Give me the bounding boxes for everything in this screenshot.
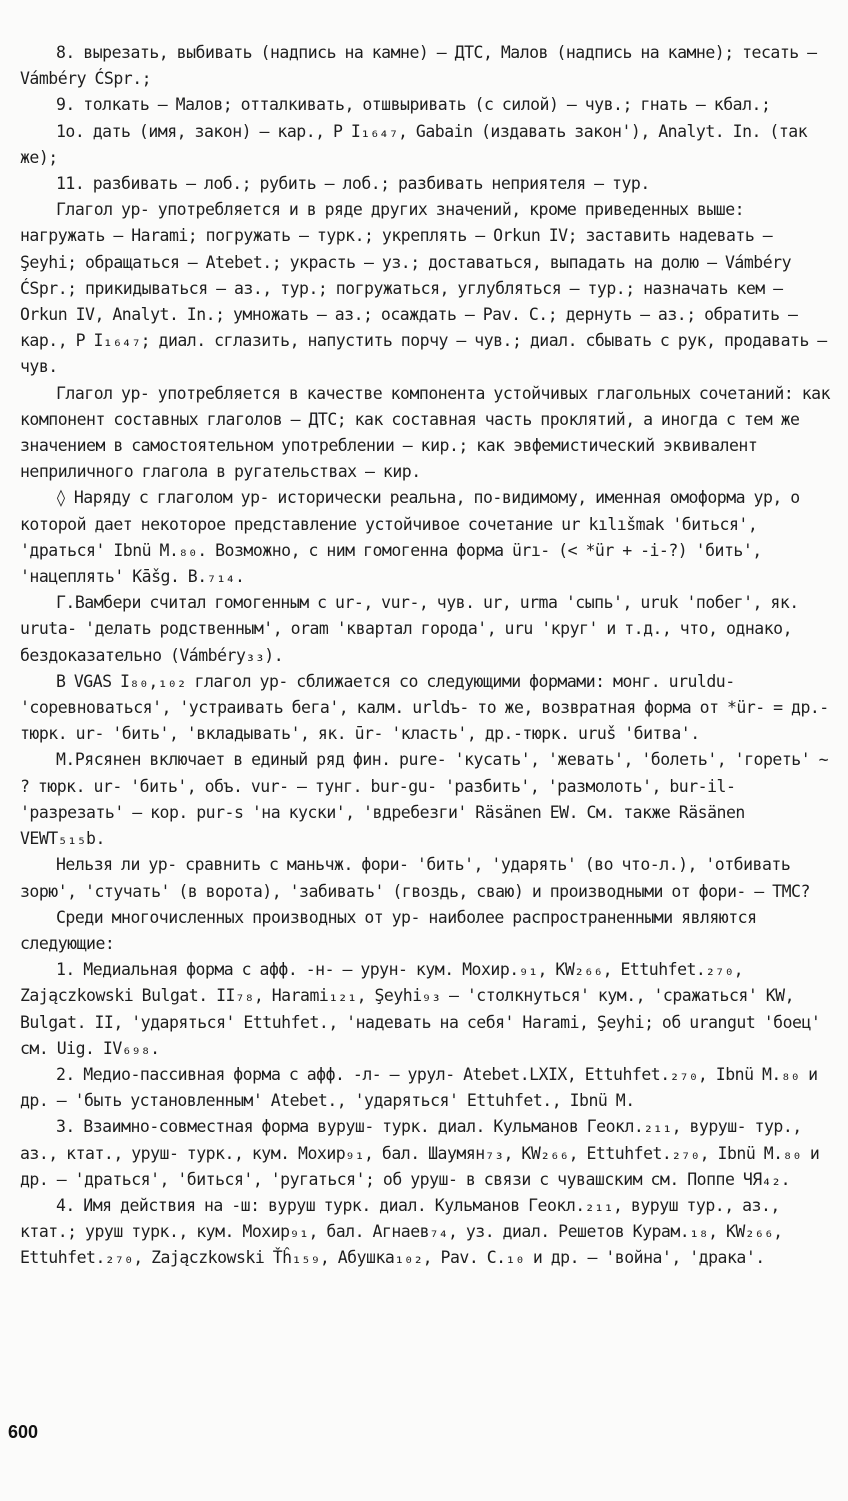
body-text — [20, 40, 832, 1272]
paragraph-sense-10: 1о. дать (имя, закон) – кар., Р I₁₆₄₇, Gabain (издавать закон'), Analyt. In. (так же); — [20, 121, 808, 167]
paragraph-vgas: В VGAS I₈₀,₁₀₂ глагол ур- сближается со следующими формами: монг. uruldu- 'соревноваться', 'устраивать бега', калм. urldъ- то же, возвратная форма от *ür- = др.-тюрк. ur- 'бить', 'вкладывать', як. ūr- 'класть', др.-тюрк. uruš 'битва'. — [20, 671, 829, 744]
paragraph-manchu: Нельзя ли ур- сравнить с маньчж. фори- 'бить', 'ударять' (во что-л.), 'отбивать зорю', 'стучать' (в ворота), 'забивать' (гвоздь, сваю) и производными от фори- – ТМС? — [20, 855, 810, 901]
paragraph-derivatives-intro: Среди многочисленных производных от ур- наиболее распространенными являются следующие: — [20, 907, 757, 953]
paragraph-vambery: Г.Вамбери считал гомогенным с ur-, vur-, чув. ur, urma 'сыпь', uruk 'побег', як. uruta- 'делать родственным', oram 'квартал города', uru 'круг' и т.д., что, однако, бездоказательно (Vámbéry₃₃). — [20, 593, 799, 665]
paragraph-homoform: ◊ Наряду с глаголом ур- исторически реальна, по-видимому, именная омоформа ур, о которой дает некоторое представление устойчивое сочетание ur kılıšmak 'биться', 'драться' Ibnü M.₈₀. Возможно, с ним гомогенна форма ürı- (< *ür + -i-?) 'бить', 'нацеплять' Kāšg. B.₇₁₄. — [20, 488, 800, 587]
paragraph-derivative-2: 2. Медио-пассивная форма с афф. -л- – урул- Atebet.LXIX, Ettuhfet.₂₇₀, Ibnü M.₈₀ и др. – 'быть установленным' Atebet., 'ударяться' Ettuhfet., Ibnü M. — [20, 1064, 818, 1111]
paragraph-sense-11: 11. разбивать – лоб.; рубить – лоб.; разбивать неприятеля – тур. — [56, 174, 650, 194]
paragraph-sense-9: 9. толкать – Малов; отталкивать, отшвыривать (с силой) – чув.; гнать – кбал.; — [56, 95, 771, 115]
paragraph-derivative-3: 3. Взаимно-совместная форма вуруш- турк. диал. Кульманов Геокл.₂₁₁, вуруш- тур., аз., ктат., уруш- турк., кум. Мохир₉₁, бал. Шаумян₇₃, KW₂₆₆, Ettuhfet.₂₇₀, Ibnü M.₈₀ и др. – 'драться', 'биться', 'ругаться'; об уруш- в связи с чувашским см. Поппе ЧЯ₄₂. — [20, 1117, 820, 1189]
paragraph-sense-8: 8. вырезать, выбивать (надпись на камне) – ДТС, Малов (надпись на камне); тесать – Vámbéry ĆSpr.; — [20, 43, 817, 89]
paragraph-derivative-4: 4. Имя действия на -ш: вуруш турк. диал. Кульманов Геокл.₂₁₁, вуруш тур., аз., ктат.; уруш турк., кум. Мохир₉₁, бал. Агнаев₇₄, уз. диал. Решетов Курам.₁₈, KW₂₆₆, Ettuhfet.₂₇₀, Zajączkowski Ťĥ₁₅₉, Абушка₁₀₂, Pav. C.₁₀ и др. – 'война', 'драка'. — [20, 1195, 783, 1268]
paragraph-compound-usage: Глагол ур- употребляется в качестве компонента устойчивых глагольных сочетаний: как компонент составных глаголов – ДТС; как составная часть проклятий, а иногда с тем же значением в самостоятельном употреблении – кир.; как эвфемистический эквивалент неприличного глагола в ругательствах – кир. — [20, 383, 831, 482]
paragraph-rasanen: М.Рясянен включает в единый ряд фин. pure- 'кусать', 'жевать', 'болеть', 'гореть' ~ ? тюрк. ur- 'бить', объ. vur- – тунг. bur-gu- 'разбить', 'размолоть', bur-il- 'разрезать' – кор. pur-s 'на куски', 'вдребезги' Räsänen EW. См. также Räsänen VEWT₅₁₅b. — [20, 750, 829, 849]
paragraph-other-meanings: Глагол ур- употребляется и в ряде других значений, кроме приведенных выше: нагружать – Harami; погружать – турк.; укреплять – Orkun IV; заставить надевать – Şeyhi; обращаться – Atebet.; украсть – уз.; доставаться, выпадать на долю – Vámbéry ĆSpr.; прикидываться – аз., тур.; погружаться, углубляться – тур.; назначать кем – Orkun IV, Analyt. In.; умножать – аз.; осаждать – Pav. C.; дернуть – аз.; обратить – кар., Р I₁₆₄₇; диал. сглазить, напустить порчу – чув.; диал. сбывать с рук, продавать – чув. — [20, 200, 827, 377]
paragraph-derivative-1: 1. Медиальная форма с афф. -н- – урун- кум. Мохир.₉₁, KW₂₆₆, Ettuhfet.₂₇₀, Zajączkowski Bulgat. II₇₈, Harami₁₂₁, Şeyhi₉₃ – 'столкнуться' кум., 'сражаться' KW, Bulgat. II, 'ударяться' Ettuhfet., 'надевать на себя' Harami, Şeyhi; об urangut 'боец' см. Uig. IV₆₉₈. — [20, 960, 821, 1058]
page-number: 600 — [8, 1422, 39, 1442]
